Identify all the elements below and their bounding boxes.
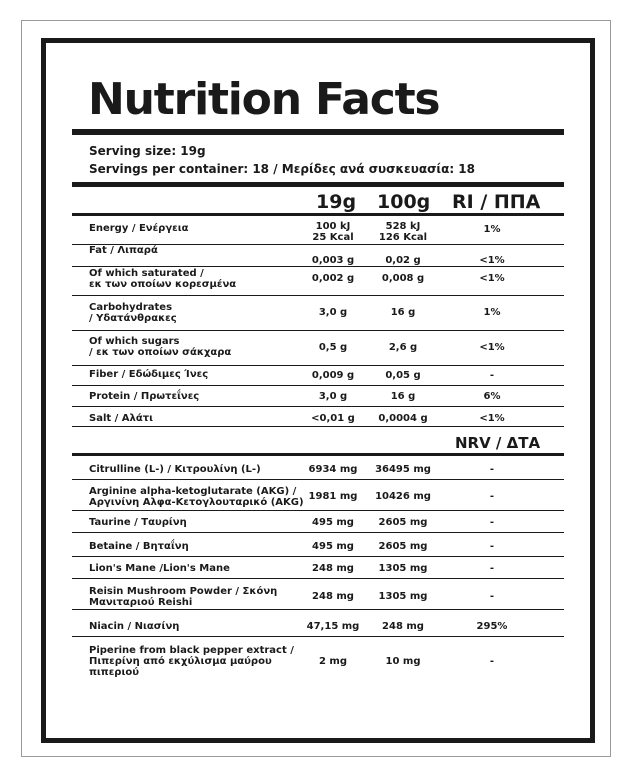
nutrient-value-per-100g: 0,05 g <box>385 370 421 381</box>
ingredient-value-per-100g: 2605 mg <box>378 541 428 552</box>
nutrient-value-per-100g: 16 g <box>390 391 416 402</box>
nutrient-name: Carbohydrates / Υδατάνθρακες <box>89 302 177 324</box>
ingredient-value-per-serving: 2 mg <box>318 656 348 667</box>
nrv-header: NRV / ΔΤΑ <box>455 434 541 452</box>
ingredient-nrv-percent: - <box>489 517 495 528</box>
ingredient-value-per-serving: 248 mg <box>312 591 354 602</box>
nutrient-ri-percent: <1% <box>479 413 505 424</box>
nutrient-value-per-serving: 3,0 g <box>318 391 348 402</box>
nutrient-value-per-100g: 0,02 g <box>385 255 421 266</box>
nutrient-value-per-serving: <0,01 g <box>311 413 355 424</box>
ingredient-value-per-serving: 495 mg <box>312 517 354 528</box>
row-divider <box>72 330 564 331</box>
nutrient-value-per-100g: 0,008 g <box>381 273 425 284</box>
nutrient-name: Of which saturated / εκ των οποίων κορεσμένα <box>89 268 237 290</box>
label-title: Nutrition Facts <box>88 74 440 125</box>
row-divider <box>72 636 564 637</box>
row-divider <box>72 510 564 511</box>
nutrient-ri-percent: <1% <box>479 273 505 284</box>
ingredient-value-per-100g: 1305 mg <box>378 591 428 602</box>
ingredient-name: Piperine from black pepper extract / Πιπερίνη από εκχύλισμα μαύρου πιπεριού <box>89 645 294 678</box>
nutrient-name: Salt / Αλάτι <box>89 413 153 424</box>
ingredient-name: Citrulline (L-) / Κιτρουλίνη (L-) <box>89 464 261 475</box>
nutrient-value-per-serving: 0,5 g <box>318 342 348 353</box>
row-divider <box>72 609 564 610</box>
ingredient-name: Arginine alpha-ketoglutarate (AKG) / Αργινίνη Αλφα-Κετογλουταρικό (AKG) <box>89 486 304 508</box>
ingredient-nrv-percent: - <box>489 491 495 502</box>
nutrient-value-per-100g: 0,0004 g <box>378 413 428 424</box>
nrv-divider <box>72 453 564 456</box>
ingredient-value-per-serving: 47,15 mg <box>306 621 360 632</box>
row-divider <box>72 426 564 427</box>
nutrient-ri-percent: <1% <box>479 255 505 266</box>
nutrient-ri-percent: <1% <box>479 342 505 353</box>
nutrient-ri-percent: 6% <box>483 391 501 402</box>
column-header-100g: 100g <box>377 191 431 213</box>
nutrient-value-per-serving: 100 kJ 25 Kcal <box>312 221 354 243</box>
column-header-ri: RI / ΠΠΑ <box>452 191 541 213</box>
nutrient-ri-percent: 1% <box>483 224 501 235</box>
row-divider <box>72 385 564 386</box>
ingredient-nrv-percent: - <box>489 541 495 552</box>
row-divider <box>72 406 564 407</box>
ingredient-name: Niacin / Νιασίνη <box>89 621 180 632</box>
nutrient-name: Of which sugars / εκ των οποίων σάκχαρα <box>89 336 232 358</box>
ingredient-value-per-100g: 10 mg <box>385 656 421 667</box>
ingredient-value-per-serving: 1981 mg <box>308 491 358 502</box>
ingredient-nrv-percent: - <box>489 656 495 667</box>
serving-size: Serving size: 19g <box>89 144 206 158</box>
row-divider <box>72 365 564 366</box>
nutrient-value-per-serving: 0,003 g <box>311 255 355 266</box>
nutrient-name: Energy / Ενέργεια <box>89 223 189 234</box>
title-divider <box>72 129 564 135</box>
row-divider <box>72 578 564 579</box>
ingredient-value-per-100g: 10426 mg <box>375 491 431 502</box>
row-divider <box>72 295 564 296</box>
row-divider <box>72 266 564 267</box>
ingredient-nrv-percent: - <box>489 563 495 574</box>
row-divider <box>72 556 564 557</box>
nutrient-value-per-serving: 3,0 g <box>318 307 348 318</box>
nutrient-ri-percent: 1% <box>483 307 501 318</box>
ingredient-value-per-100g: 248 mg <box>382 621 424 632</box>
ingredient-name: Reisin Mushroom Powder / Σκόνη Μανιταριού Reishi <box>89 586 278 608</box>
ingredient-value-per-100g: 1305 mg <box>378 563 428 574</box>
ingredient-nrv-percent: 295% <box>476 621 508 632</box>
nutrient-ri-percent: - <box>489 370 495 381</box>
nutrient-value-per-100g: 16 g <box>390 307 416 318</box>
nutrient-value-per-serving: 0,009 g <box>311 370 355 381</box>
ingredient-value-per-serving: 248 mg <box>312 563 354 574</box>
ingredient-value-per-serving: 495 mg <box>312 541 354 552</box>
nutrient-name: Fiber / Εδώδιμες Ίνες <box>89 369 209 380</box>
ingredient-nrv-percent: - <box>489 464 495 475</box>
servings-per-container: Servings per container: 18 / Μερίδες ανά συσκευασία: 18 <box>89 162 476 176</box>
nutrient-value-per-100g: 528 kJ 126 Kcal <box>378 221 428 243</box>
ingredient-value-per-serving: 6934 mg <box>308 464 358 475</box>
row-divider <box>72 479 564 480</box>
nutrient-value-per-serving: 0,002 g <box>311 273 355 284</box>
servings-divider <box>72 182 564 187</box>
ingredient-nrv-percent: - <box>489 591 495 602</box>
ingredient-name: Lion's Mane /Lion's Mane <box>89 563 230 574</box>
header-divider <box>72 213 564 216</box>
row-divider <box>72 532 564 533</box>
ingredient-value-per-100g: 2605 mg <box>378 517 428 528</box>
nutrient-value-per-100g: 2,6 g <box>388 342 418 353</box>
ingredient-name: Betaine / Βηταΐνη <box>89 541 189 552</box>
ingredient-value-per-100g: 36495 mg <box>375 464 431 475</box>
nutrient-name: Fat / Λιπαρά <box>89 245 158 256</box>
ingredient-name: Taurine / Ταυρίνη <box>89 517 187 528</box>
nutrient-name: Protein / Πρωτεΐνες <box>89 391 200 402</box>
column-header-19g: 19g <box>316 191 357 213</box>
